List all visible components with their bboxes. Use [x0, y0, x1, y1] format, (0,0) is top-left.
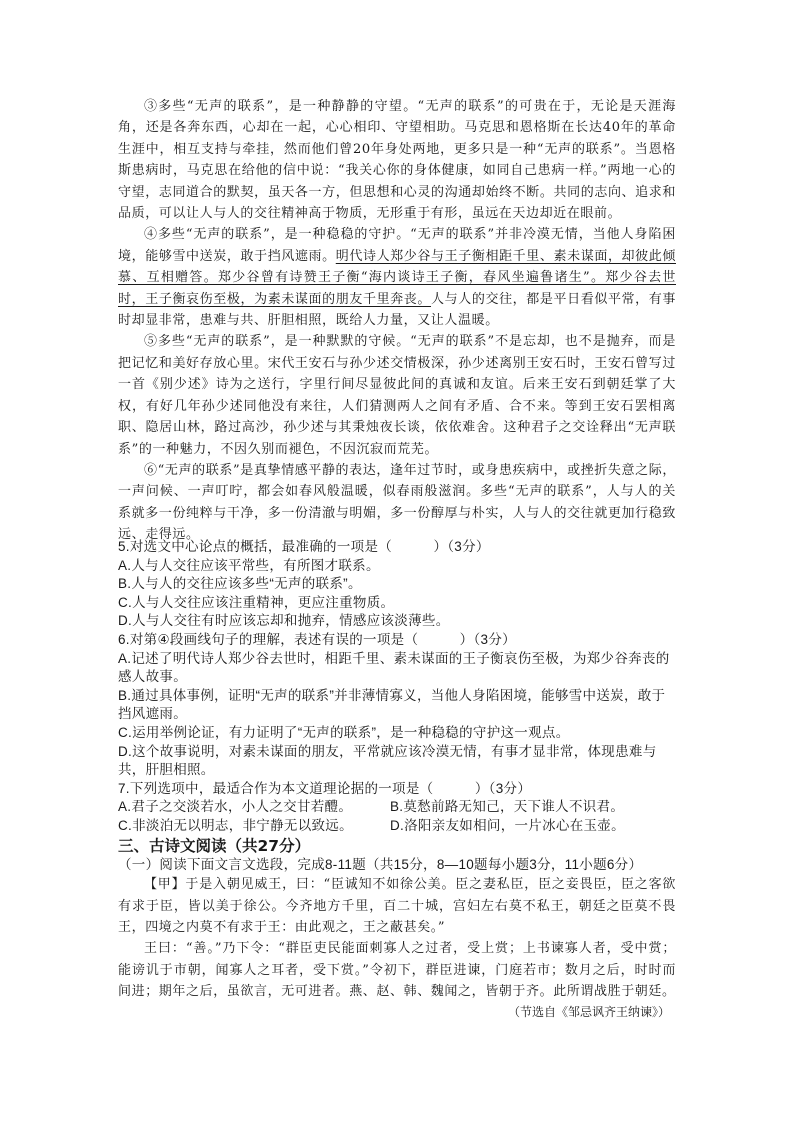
- article-passage: [118, 96, 676, 546]
- section-3-instructions: （一）阅读下面文言文选段，完成8-11题（共15分，8—10题每小题3分，11小题6分）: [118, 856, 643, 872]
- question-7-option-b: B.莫愁前路无知己，天下谁人不识君。: [390, 799, 625, 815]
- classical-passage-jia-1: 【甲】于是入朝见威王，曰：“臣诚知不如徐公美。臣之妻私臣，臣之妾畏臣，臣之客欲有求于臣，皆以美于徐公。今齐地方千里，百二十城，宫妇左右莫不私王，朝廷之臣莫不畏王，四境之内莫不有求于王：由此观之，王之蔽甚矣。”: [118, 877, 676, 935]
- paragraph-4-lead: ④多些“无声的联系”，是一种稳稳的守护。“无声的联系”并非冷漠无情，当他人身陷困境，能够雪中送炭，敢于挡风遮雨。: [118, 227, 676, 264]
- question-5-option-b: B.人与人的交往应该多些“无声的联系”。: [118, 576, 362, 592]
- question-5-stem: 5.对选文中心论点的概括，最准确的一项是（ ）（3分）: [118, 539, 490, 554]
- question-7-options-row-2: [118, 817, 676, 836]
- question-6-option-d: D.这个故事说明，对素未谋面的朋友，平常就应该冷漠无情，有事才显非常，体现患难与共，肝胆相照。: [118, 743, 657, 778]
- source-citation: （节选自《邹忌讽齐王纳谏》）: [507, 1004, 670, 1019]
- question-5-option-c: C.人与人交往应该注重精神，更应注重物质。: [118, 594, 395, 610]
- question-6-option-c: C.运用举例论证，有力证明了“无声的联系”，是一种稳稳的守护这一观点。: [118, 724, 570, 740]
- question-7-options-row-1: [118, 798, 676, 817]
- paragraph-6: ⑥“无声的联系”是真挚情感平静的表达，逢年过节时，或身患疾病中，或挫折失意之际，一声问候、一声叮咛，都会如春风般温暖，似春雨般滋润。多些“无声的联系”，人与人的关系就多一份纯粹与干净，多一份清澈与明媚，多一份醇厚与朴实，人与人的交往就更加行稳致远、走得远。: [118, 462, 676, 543]
- question-block: [118, 538, 676, 1020]
- classical-passage-jia-2: 王曰：“善。”乃下令：“群臣吏民能面刺寡人之过者，受上赏；上书谏寡人者，受中赏；能谤讥于市朝，闻寡人之耳者，受下赏。”令初下，群臣进谏，门庭若市；数月之后，时时而间进；期年之后，虽欲言，无可进者。燕、赵、韩、魏闻之，皆朝于齐。此所谓战胜于朝廷。: [118, 941, 676, 1000]
- paragraph-4: [118, 224, 676, 331]
- paragraph-3: ③多些“无声的联系”，是一种静静的守望。“无声的联系”的可贵在于，无论是天涯海角，还是各奔东西，心却在一起，心心相印、守望相助。马克思和恩格斯在长达40年的革命生涯中，相互支持与牵挂，然而他们曾20年身处两地，更多只是一种“无声的联系”。当恩格斯患病时，马克思在给他的信中说：“我关心你的身体健康，如同自己患病一样。”两地一心的守望，志同道合的默契，虽天各一方，但思想和心灵的沟通却始终不断。共同的志向、追求和品质，可以让人与人的交往精神高于物质，无形重于有形，虽远在天边却近在眼前。: [118, 99, 676, 222]
- question-5-option-a: A.人与人交往应该平常些，有所图才联系。: [118, 557, 380, 573]
- paragraph-5: ⑤多些“无声的联系”，是一种默默的守候。“无声的联系”不是忘却，也不是抛弃，而是把记忆和美好存放心里。宋代王安石与孙少述交情极深，孙少述离别王安石时，王安石曾写过一首《别少述》诗为之送行，字里行间尽显彼此间的真诚和友谊。后来王安石到朝廷掌了大权，有好几年孙少述同他没有来往，人们猜测两人之间有矛盾、合不来。等到王安石罢相离职、隐居山林，路过高沙，孙少述与其秉烛夜长谈，依依难舍。这种君子之交诠释出“无声联系”的一种魅力，不因久别而褪色，不因沉寂而荒芜。: [118, 334, 676, 457]
- question-6-option-b: B.通过具体事例，证明“无声的联系”并非薄情寡义，当他人身陷困境，能够雪中送炭，敢于挡风遮雨。: [118, 687, 666, 722]
- paragraph-4-tail: 人与人的交往，都是平日看似平常，有事时却显非常，患难与共、肝胆相照，既给人力量，又让人温暖。: [118, 291, 676, 329]
- question-7-option-a: A.君子之交淡若水，小人之交甘若醴。: [118, 799, 353, 815]
- question-7-option-d: D.洛阳亲友如相问，一片冰心在玉壶。: [390, 817, 625, 833]
- question-6-stem: 6.对第④段画线句子的理解，表述有误的一项是（ ）（3分）: [118, 631, 516, 647]
- question-6-option-a: A.记述了明代诗人郑少谷去世时，相距千里、素未谋面的王子衡哀伤至极，为郑少谷奔丧的感人故事。: [118, 650, 670, 685]
- question-7-option-c: C.非淡泊无以明志，非宁静无以致远。: [118, 817, 353, 833]
- section-3-title: 三、古诗文阅读（共27分）: [118, 836, 311, 855]
- paragraph-4-underlined-sentence: 明代诗人郑少谷与王子衡相距千里、素未谋面，却彼此倾慕、互相赠答。郑少谷曾有诗赞王子衡“海内谈诗王子衡，春风坐遍鲁诸生”。郑少谷去世时，王子衡哀伤至极，为素未谋面的朋友千里奔丧。: [118, 248, 676, 307]
- question-7-stem: 7.下列选项中，最适合作为本文道理论据的一项是（ ）（3分）: [118, 780, 532, 796]
- question-5-option-d: D.人与人交往有时应该忘却和抛弃，情感应该淡薄些。: [118, 613, 450, 629]
